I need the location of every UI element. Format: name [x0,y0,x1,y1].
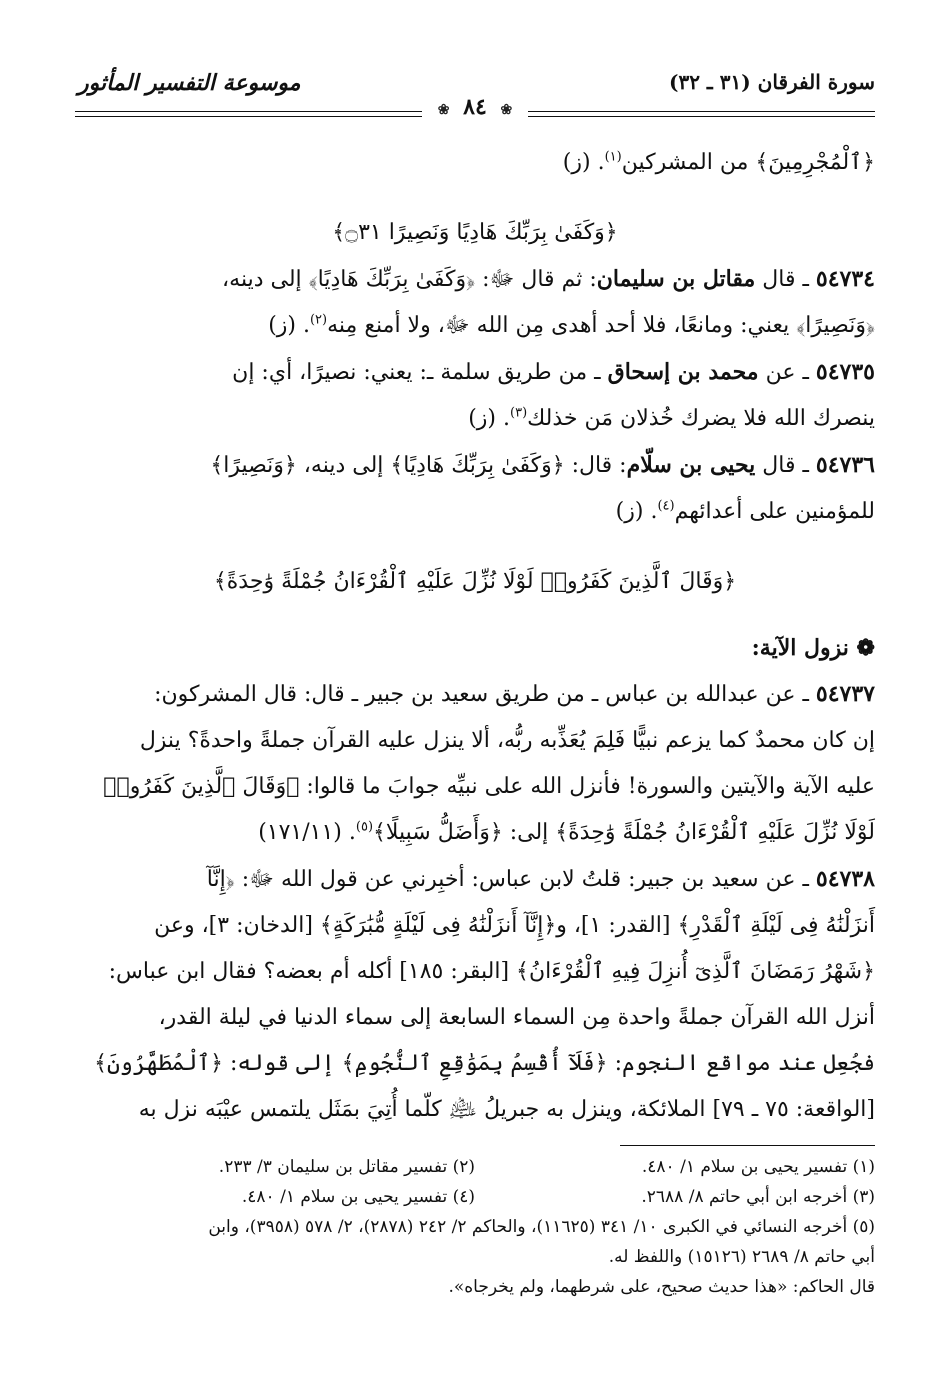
footnote-3: (٣) أخرجه ابن أبي حاتم ٨/ ٢٦٨٨. [641,1187,875,1207]
book-title-header: موسوعة التفسير المأثور [78,70,301,96]
ornament-right-icon: ❀ [500,102,513,118]
footnote-5: (٥) أخرجه النسائي في الكبرى ١٠/ ٣٤١ (١١٦٢٥)، والحاكم ٢/ ٢٤٢ (٢٨٧٨)، ٢/ ٥٧٨ (٣٩٥٨)، وابن [208,1217,875,1237]
text-line: ﴿ٱلْمُجْرِمِينَ﴾ من المشركين$^{(١)}$. (ز) [562,149,875,175]
page-number-box [422,94,528,120]
entry-54736: ٥٤٧٣٦ ـ قال يحيى بن سلّام: قال: ﴿وَكَفَىٰ بِرَبِّكَ هَادِيًا﴾ إلى دينه، ﴿وَنَصِيرًا﴾ [210,452,875,478]
section-heading: ❁ نزول الآية: [751,635,875,661]
verse-heading: ﴿وَكَفَىٰ بِرَبِّكَ هَادِيًا وَنَصِيرًا ۝٣١﴾ [332,220,618,245]
surah-header: سورة الفرقان (٣١ ـ ٣٢) [669,70,875,94]
footnote-separator [620,1145,875,1146]
footnote-2: (٢) تفسير مقاتل بن سليمان ٣/ ٢٣٣. [218,1157,475,1177]
main-text: ﴿ٱلْمُجْرِمِينَ﴾ من المشركين$^{(١)}$. (ز) ﴿وَكَفَىٰ بِرَبِّكَ هَادِيًا وَنَصِيرًا ۝٣١﴾ ٥٤٧٣٤ ـ قال مقاتل بن سليمان: ثم قال ﷻ: ﴿وَكَفَىٰ بِرَبِّكَ هَادِيًا﴾ إلى دينه، ﴿وَنَصِيرًا﴾ يعني: ومانعًا، فلا أحد أهدى مِن الله ﷻ، ولا أمنع مِنه$^{(٢)}$. (ز) ٥٤٧٣٥ ـ عن محمد بن إسحاق ـ من طريق سلمة ـ: يعني: نصيرًا، أي: إن ينصرك الله فلا يضرك خُذلان مَن خذلك$^{(٣)}$. (ز) ٥٤٧٣٦ ـ قال يحيى بن سلّام: قال: ﴿وَكَفَىٰ بِرَبِّكَ هَادِيًا﴾ إلى دينه، ﴿وَنَصِيرًا﴾ للمؤمنين على أعدائهم$^{(٤)}$. (ز) ﴿وَقَالَ ٱلَّذِينَ كَفَرُوا۟ لَوْلَا نُزِّلَ عَلَيْهِ ٱلْقُرْءَانُ جُمْلَةً وَٰحِدَةً﴾ ❁ نزول الآية: ٥٤٧٣٧ ـ عن عبدالله بن عباس ـ من طريق سعيد بن جبير ـ قال: قال المشركون: إن كان محمدٌ كما يزعم نبيًّا فَلِمَ يُعَذِّبه ربُّه، ألا ينزل عليه القرآن جملةً واحدةً؟ ينزل عليه الآية والآيتين والسورة! فأنزل الله على نبيِّه جوابَ ما قالوا: ﴿وَقَالَ ٱلَّذِينَ كَفَرُوا۟ لَوْلَا نُزِّلَ عَلَيْهِ ٱلْقُرْءَانُ جُمْلَةً وَٰحِدَةً﴾ إلى: ﴿وَأَضَلُّ سَبِيلًا﴾$^{(٥)}$. (١٧١/١١) ٥٤٧٣٨ ـ عن سعيد بن جبير: قلتُ لابن عباس: أخبِرني عن قول الله ﷻ: ﴿إِنَّآ أَنزَلْنَٰهُ فِى لَيْلَةِ ٱلْقَدْرِ﴾ [القدر: ١]، و﴿إِنَّآ أَنزَلْنَٰهُ فِى لَيْلَةٍ مُّبَٰرَكَةٍ﴾ [الدخان: ٣]، وعن ﴿شَهْرُ رَمَضَانَ ٱلَّذِىٓ أُنزِلَ فِيهِ ٱلْقُرْءَانُ﴾ [البقر: ١٨٥] أكله أم بعضه؟ فقال ابن عباس: أنزل الله القرآن جملةً واحدة مِن السماء السابعة إلى سماء الدنيا في ليلة القدر، فجُعِل عند مواقع النجوم: ﴿فَلَآ أُقْسِمُ بِمَوَٰقِعِ ٱلنُّجُومِ﴾ إلى قوله: ﴿ٱلْمُطَهَّرُونَ﴾ [الواقعة: ٧٥ ـ ٧٩] الملائكة، وينزل به جبريلُ ﵇ كلّما أُتِيَ بمَثَل يلتمس عيْبَه نزل به [75,140,875,1133]
footnotes [75,1152,875,1302]
entry-54737: ٥٤٧٣٧ ـ عن عبدالله بن عباس ـ من طريق سعيد بن جبير ـ قال: قال المشركون: [154,681,875,707]
footnote-5-note: قال الحاكم: «هذا حديث صحيح، على شرطهما، ولم يخرجاه». [448,1277,875,1297]
footnote-4: (٤) تفسير يحيى بن سلام ١/ ٤٨٠. [241,1187,475,1207]
verse-heading: ﴿وَقَالَ ٱلَّذِينَ كَفَرُوا۟ لَوْلَا نُزِّلَ عَلَيْهِ ٱلْقُرْءَانُ جُمْلَةً وَٰحِدَةً﴾ [213,569,737,594]
ornament-left-icon: ❀ [437,102,450,118]
entry-54738: ٥٤٧٣٨ ـ عن سعيد بن جبير: قلتُ لابن عباس: أخبِرني عن قول الله ﷻ: ﴿إِنَّآ [206,866,875,892]
footnote-5-cont: أبي حاتم ٨/ ٢٦٨٩ (١٥١٢٦) واللفظ له. [608,1247,875,1267]
entry-54735: ٥٤٧٣٥ ـ عن محمد بن إسحاق ـ من طريق سلمة ـ: يعني: نصيرًا، أي: إن [232,359,875,385]
entry-54734: ٥٤٧٣٤ ـ قال مقاتل بن سليمان: ثم قال ﷻ: ﴿وَكَفَىٰ بِرَبِّكَ هَادِيًا﴾ إلى دينه، [222,266,875,292]
footnote-1: (١) تفسير يحيى بن سلام ١/ ٤٨٠. [641,1157,875,1177]
page-number: ٨٤ [463,94,487,120]
